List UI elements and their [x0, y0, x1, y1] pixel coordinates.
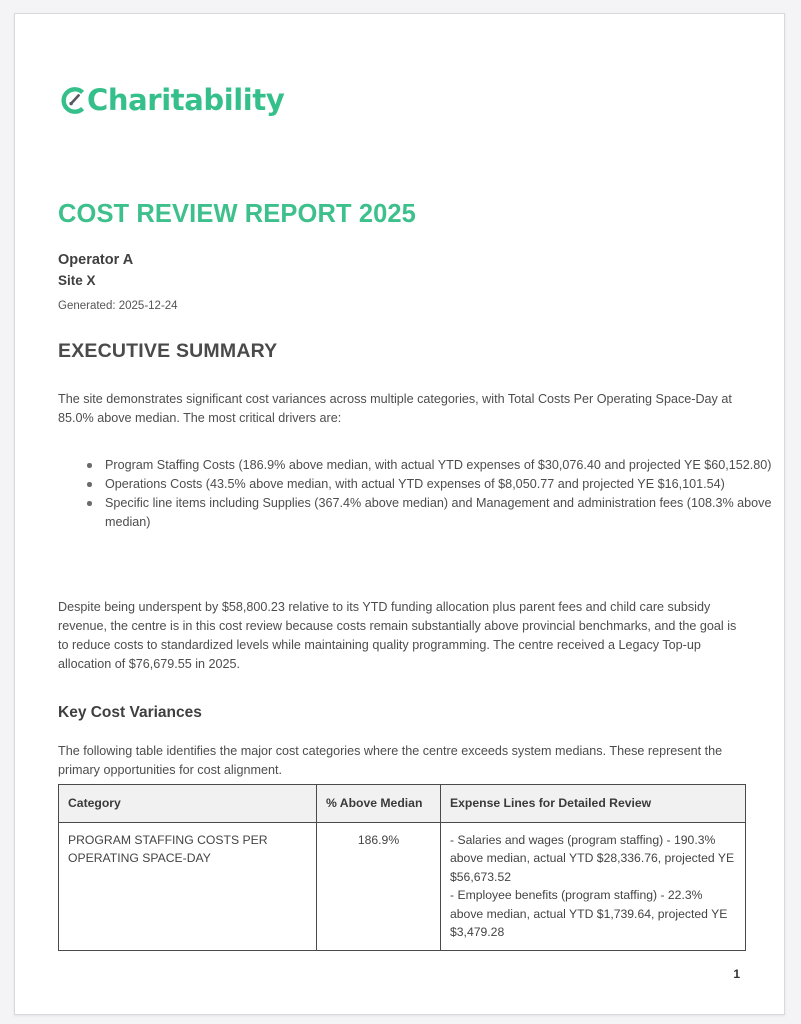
expense-line: - Employee benefits (program staffing) - 22.3% above median, actual YTD $1,739.64, projected YE $3,479.28 — [450, 888, 728, 939]
brand-logo — [58, 80, 284, 120]
table-header-row — [59, 785, 746, 823]
cell-pct-above-median: 186.9% — [317, 822, 441, 950]
list-item: Operations Costs (43.5% above median, with actual YTD expenses of $8,050.77 and projected YE $16,101.54) — [105, 475, 785, 494]
executive-summary-heading: EXECUTIVE SUMMARY — [58, 340, 278, 362]
critical-drivers-list — [58, 456, 785, 532]
brand-logo-text: Charitability — [87, 82, 285, 117]
site-name: Site X — [58, 273, 96, 288]
report-page — [14, 13, 785, 1015]
cell-expense-lines — [441, 822, 746, 950]
page-title: COST REVIEW REPORT 2025 — [58, 200, 416, 228]
page-number: 1 — [733, 967, 740, 981]
column-header-pct-above-median: % Above Median — [317, 785, 441, 823]
gauge-check-icon — [58, 85, 89, 116]
expense-line: - Salaries and wages (program staffing) - 190.3% above median, actual YTD $28,336.76, projected YE $56,673.52 — [450, 832, 735, 884]
column-header-expense-lines: Expense Lines for Detailed Review — [441, 785, 746, 823]
operator-name: Operator A — [58, 252, 134, 268]
column-header-category: Category — [59, 785, 317, 823]
cell-category: PROGRAM STAFFING COSTS PER OPERATING SPACE-DAY — [59, 822, 317, 950]
executive-summary-context: Despite being underspent by $58,800.23 relative to its YTD funding allocation plus parent fees and child care subsidy revenue, the centre is in this cost review because costs remain substantially above provincial benchmarks, and the goal is to reduce costs to standardized levels while maintaining quality programming. The centre received a Legacy Top-up allocation of $76,679.55 in 2025. — [58, 600, 737, 671]
list-item: Program Staffing Costs (186.9% above median, with actual YTD expenses of $30,076.40 and projected YE $60,152.80) — [105, 456, 785, 475]
executive-summary-intro: The site demonstrates significant cost variances across multiple categories, with Total Costs Per Operating Space-Day at 85.0% above median. The most critical drivers are: — [58, 392, 732, 425]
key-cost-variances-intro: The following table identifies the major cost categories where the centre exceeds system medians. These represent the primary opportunities for cost alignment. — [58, 744, 723, 777]
list-item: Specific line items including Supplies (367.4% above median) and Management and administration fees (108.3% above median) — [105, 494, 785, 532]
key-cost-variances-table — [58, 784, 746, 951]
generated-date: Generated: 2025-12-24 — [58, 300, 178, 312]
table-row — [59, 822, 746, 950]
key-cost-variances-heading: Key Cost Variances — [58, 704, 202, 721]
